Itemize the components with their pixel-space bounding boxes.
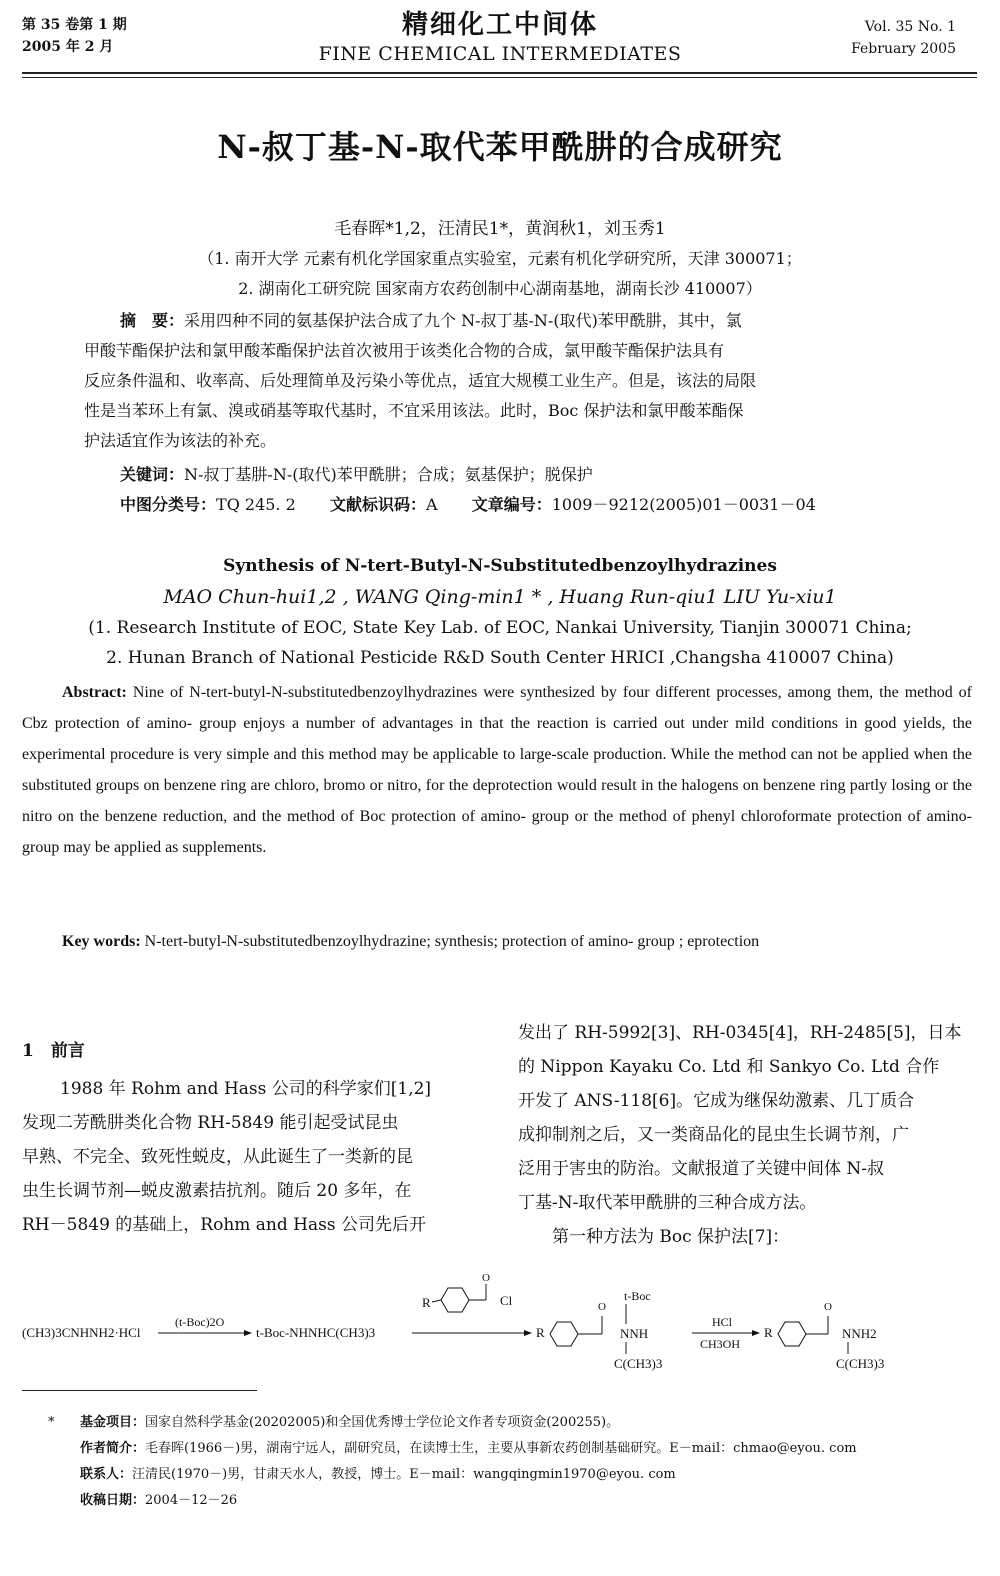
scheme-O: O <box>824 1301 832 1313</box>
scheme-O: O <box>482 1272 490 1284</box>
body-line: 的 Nippon Kayaku Co. Ltd 和 Sankyo Co. Ltd 合作 <box>518 1057 940 1077</box>
affiliation-en-1: (1. Research Institute of EOC, State Key Lab. of EOC, Nankai University, Tianjin 300071 China; <box>88 618 912 638</box>
volume-en: Vol. 35 No. 1 <box>864 19 956 35</box>
abstract-en-text: Nine of N-tert-butyl-N-substitutedbenzoylhydrazines were synthesized by four different processes, among them, the method of Cbz protection of amino- group enjoys a number of advantages in that the reaction is carried out under mild conditions in good yields, the experimental procedure is very simple and this method may be applicable to large-scale production. While the method can not be applied when the substituted groups on benzene ring are chloro, bromo or nitro, for the deprotection would result in the halogens on benzene ring partly losing or the nitro on the benzene reduction, and the method of Boc protection of amino- group or the method of phenyl chloroformate protection of amino- group may be applied as supplements. <box>22 684 973 856</box>
affiliation-cn-2: 2. 湖南化工研究院 国家南方农药创制中心湖南基地，湖南长沙 410007） <box>238 279 762 298</box>
header-rule-thin <box>22 77 977 78</box>
keywords-en-text: N-tert-butyl-N-substitutedbenzoylhydrazine; synthesis; protection of amino- group ; eprotection <box>144 933 760 950</box>
footnote-received-date: 收稿日期：2004－12－26 <box>80 1493 238 1508</box>
scheme-reagent-2: HCl <box>712 1315 733 1329</box>
scheme-NNH: NNH <box>620 1326 649 1341</box>
scheme-benzene-ring <box>550 1322 578 1346</box>
body-line: RH－5849 的基础上，Rohm and Hass 公司先后开 <box>22 1215 426 1235</box>
body-line: 泛用于害虫的防治。文献报道了关键中间体 N-叔 <box>518 1159 885 1179</box>
scheme-acyl-Cl: Cl <box>500 1293 513 1308</box>
scheme-int-R: R <box>536 1325 545 1340</box>
abstract-cn-line: 护法适宜作为该法的补充。 <box>84 431 277 450</box>
body-line: 第一种方法为 Boc 保护法[7]： <box>518 1227 790 1247</box>
volume-cn: 第 35 卷第 1 期 <box>22 17 127 33</box>
date-en: February 2005 <box>851 41 956 57</box>
abstract-cn <box>84 306 924 456</box>
scheme-tboc: t-Boc <box>624 1289 651 1303</box>
paper-title-en: Synthesis of N-tert-Butyl-N-Substitutedbenzoylhydrazines <box>223 556 777 576</box>
article-no-label: 文章编号： <box>471 495 552 514</box>
scheme-benzene-ring <box>441 1288 469 1312</box>
body-line: 丁基-N-取代苯甲酰肼的三种合成方法。 <box>518 1193 817 1213</box>
scheme-benzene-ring <box>778 1322 806 1346</box>
doc-code-value: A <box>425 495 438 514</box>
keywords-cn <box>120 462 593 488</box>
abstract-cn-line: 甲酸苄酯保护法和氯甲酸苯酯保护法首次被用于该类化合物的合成，氯甲酸苄酯保护法具有 <box>84 341 725 360</box>
scheme-product-1: t-Boc-NHNHC(CH3)3 <box>256 1325 376 1340</box>
affiliation-cn-1: （1. 南开大学 元素有机化学国家重点实验室，元素有机化学研究所，天津 300071； <box>198 249 802 268</box>
body-line: 成抑制剂之后，又一类商品化的昆虫生长调节剂，广 <box>518 1125 909 1145</box>
scheme-bond <box>432 1300 441 1302</box>
journal-name <box>0 8 1000 66</box>
footnote-rule <box>22 1390 257 1391</box>
scheme-reagent-1: (t-Boc)2O <box>175 1315 225 1329</box>
authors-cn: 毛春晖*1,2，汪清民1*，黄润秋1，刘玉秀1 <box>334 219 666 239</box>
footnote-marker: * <box>48 1415 55 1430</box>
footnotes <box>80 1410 857 1514</box>
abstract-en <box>22 677 972 863</box>
scheme-tbu: C(CH3)3 <box>836 1356 885 1371</box>
footnote-author-bio: 作者简介：毛春晖(1966－)男，湖南宁远人，副研究员，在读博士生，主要从事新农药创制基础研究。E－mail：chmao@eyou. com <box>80 1441 857 1456</box>
scheme-tbu: C(CH3)3 <box>614 1356 663 1371</box>
doc-code-label: 文献标识码： <box>329 495 426 514</box>
scheme-arrowhead-3 <box>752 1330 760 1336</box>
keywords-en <box>22 926 972 957</box>
footnote-contact: 联系人：汪清民(1970－)男，甘肃天水人，教授，博士。E－mail：wangqingmin1970@eyou. com <box>80 1467 676 1482</box>
scheme-arrowhead-1 <box>244 1330 252 1336</box>
classification-line <box>120 492 816 518</box>
body-left-column <box>22 1072 474 1242</box>
footnote-funding: 基金项目：国家自然科学基金(20202005)和全国优秀博士学位论文作者专项资金(200255)。 <box>80 1415 620 1430</box>
body-line: 1988 年 Rohm and Hass 公司的科学家们[1,2] <box>60 1079 432 1099</box>
scheme-acyl-R: R <box>422 1295 431 1310</box>
body-line: 早熟、不完全、致死性蜕皮，从此诞生了一类新的昆 <box>22 1147 413 1167</box>
body-line: 虫生长调节剂—蜕皮激素拮抗剂。随后 20 多年，在 <box>22 1181 412 1201</box>
paper-title-cn: N-叔丁基-N-取代苯甲酰肼的合成研究 <box>217 128 783 166</box>
scheme-arrowhead-2 <box>524 1330 532 1336</box>
issue-info-en <box>851 16 956 60</box>
abstract-cn-line: 性是当苯环上有氯、溴或硝基等取代基时，不宜采用该法。此时，Boc 保护法和氯甲酸苯酯保 <box>84 401 744 420</box>
scheme-NNH2: NNH2 <box>842 1326 877 1341</box>
authors-en: MAO Chun-hui1,2 , WANG Qing-min1 * , Huang Run-qiu1 LIU Yu-xiu1 <box>163 586 837 608</box>
keywords-en-label: Key words: <box>62 933 141 950</box>
abstract-cn-label: 摘 要： <box>120 311 185 330</box>
article-no-value: 1009－9212(2005)01－0031－04 <box>551 495 816 514</box>
section-heading: 1 前言 <box>22 1041 85 1061</box>
journal-name-en: FINE CHEMICAL INTERMEDIATES <box>318 43 682 65</box>
reaction-scheme <box>0 1272 1000 1382</box>
clc-value: TQ 245. 2 <box>216 495 296 514</box>
scheme-reactant: (CH3)3CNHNH2·HCl <box>22 1325 141 1340</box>
body-line: 发出了 RH-5992[3]、RH-0345[4]，RH-2485[5]，日本 <box>518 1023 962 1043</box>
keywords-cn-label: 关键词： <box>120 465 185 484</box>
header-rule <box>22 72 977 74</box>
body-line: 开发了 ANS-118[6]。它成为继保幼激素、几丁质合 <box>518 1091 915 1111</box>
scheme-solvent-2: CH3OH <box>700 1337 741 1351</box>
abstract-cn-line: 反应条件温和、收率高、后处理简单及污染小等优点，适宜大规模工业生产。但是，该法的局限 <box>84 371 757 390</box>
affiliation-en-2: 2. Hunan Branch of National Pesticide R&D South Center HRICI ,Changsha 410007 China) <box>106 648 894 668</box>
abstract-en-label: Abstract: <box>62 684 127 701</box>
scheme-O: O <box>598 1301 606 1313</box>
keywords-cn-text: N-叔丁基肼-N-(取代)苯甲酰肼；合成；氨基保护；脱保护 <box>184 465 593 484</box>
body-right-column <box>518 1016 974 1254</box>
body-line: 发现二芳酰肼类化合物 RH-5849 能引起受试昆虫 <box>22 1113 399 1133</box>
journal-name-cn: 精细化工中间体 <box>401 10 598 40</box>
abstract-cn-line: 采用四种不同的氨基保护法合成了九个 N-叔丁基-N-(取代)苯甲酰肼，其中，氯 <box>184 311 742 330</box>
scheme-prod-R: R <box>764 1325 773 1340</box>
date-cn: 2005 年 2 月 <box>22 39 114 55</box>
clc-label: 中图分类号： <box>120 495 217 514</box>
